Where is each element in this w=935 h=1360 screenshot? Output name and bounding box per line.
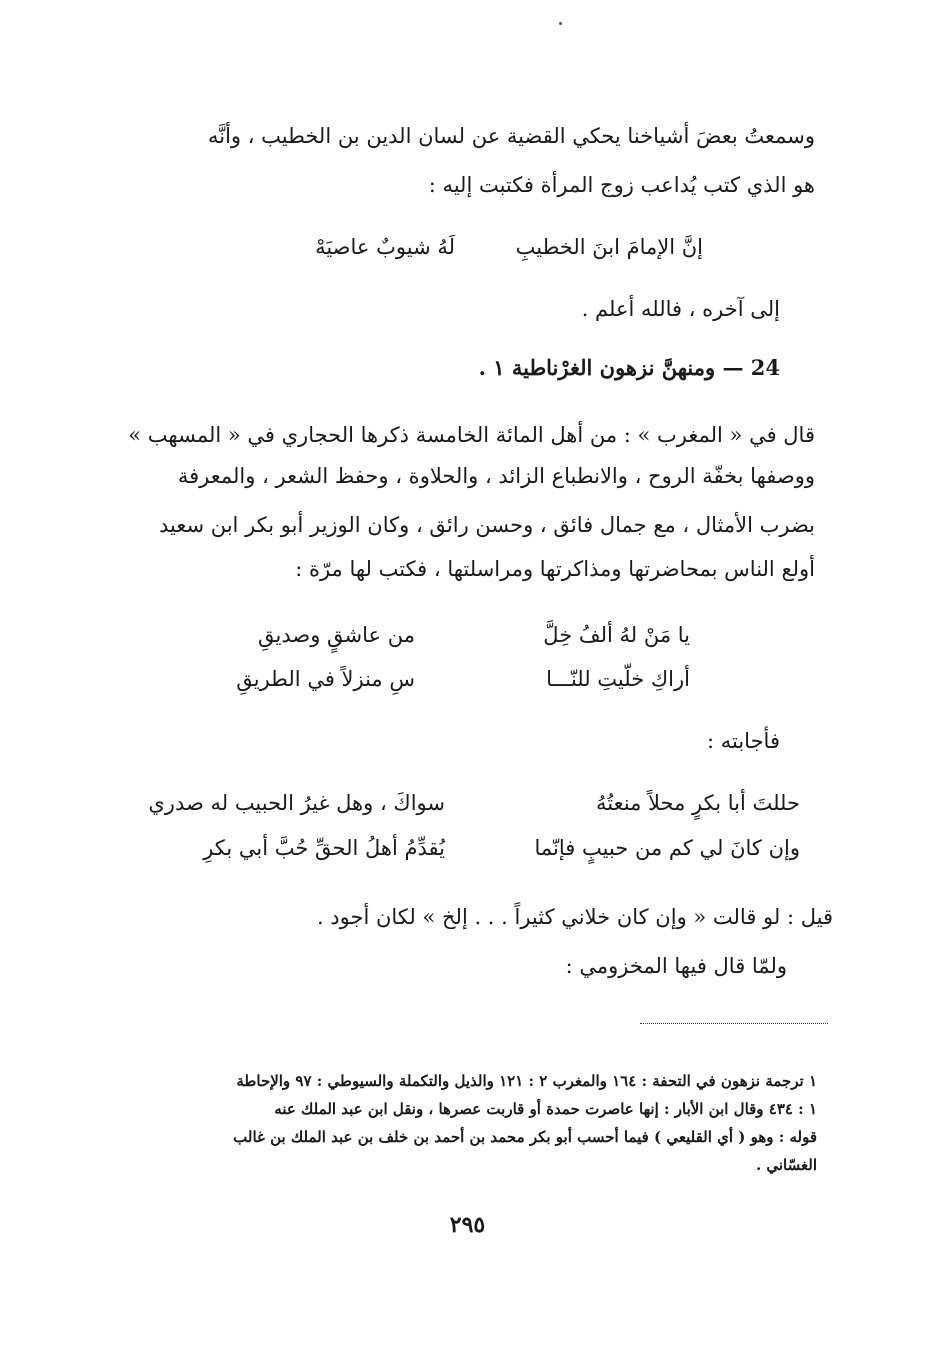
verse-hemistich-left: من عاشقٍ وصديقِ <box>258 623 415 647</box>
body-line: فأجابته : <box>706 729 780 753</box>
body-line: قال في « المغرب » : من أهل المائة الخامسة ذكرها الحجاري في « المسهب » <box>128 423 815 447</box>
verse-hemistich-right: حللتَ أبا بكرٍ محلاً منعتُهُ <box>596 791 800 815</box>
footnote-line: ١ ترجمة نزهون في التحفة : ١٦٤ والمغرب ٢ : ١٢١ والذيل والتكملة والسيوطي : ٩٧ والإحاطة <box>236 1072 817 1090</box>
footnote-line: ١ : ٤٣٤ وقال ابن الأبار : إنها عاصرت حمدة أو قاربت عصرها ، ونقل ابن عبد الملك عنه <box>274 1100 817 1118</box>
verse-hemistich-left: يُقدِّمُ أهلُ الحقِّ حُبَّ أبي بكرِ <box>203 836 445 860</box>
verse-hemistich-left: سواكَ ، وهل غيرُ الحبيب له صدري <box>148 791 445 815</box>
body-line: وسمعتُ بعضَ أشياخنا يحكي القضية عن لسان الدين بن الخطيب ، وأنَّه <box>207 124 815 148</box>
body-line: هو الذي كتب يُداعب زوج المرأة فكتبت إليه : <box>428 173 815 197</box>
footnote-line: قوله : وهو ( أي القليعي ) فيما أحسب أبو بكر محمد بن أحمد بن خلف بن عبد الملك بن غالب <box>233 1128 817 1146</box>
body-line: قيل : لو قالت « وإن كان خلاني كثيراً . . . إلخ » لكان أجود . <box>316 905 833 929</box>
body-line: ووصفها بخفّة الروح ، والانطباع الزائد ، والحلاوة ، وحفظ الشعر ، والمعرفة <box>177 464 815 488</box>
entry-heading: 24 — ومنهنَّ نزهون الغرْناطية ١ . <box>478 355 780 380</box>
verse-hemistich-right: أراكِ خلّيتِ للنّـــا <box>546 667 690 691</box>
body-line: أولع الناس بمحاضرتها ومذاكرتها ومراسلتها ، فكتب لها مرّة : <box>295 557 815 581</box>
verse-hemistich-right: وإن كانَ لي كم من حبيبٍ فإنّما <box>534 836 800 860</box>
body-line: بضرب الأمثال ، مع جمال فائق ، وحسن رائق ، وكان الوزير أبو بكر ابن سعيد <box>158 513 815 537</box>
verse-hemistich-left: سِ منزلاً في الطريقِ <box>236 667 415 691</box>
verse-hemistich-left: لَهُ شيوبٌ عاصيَهْ <box>315 235 455 259</box>
footnote-line: الغسّاني . <box>755 1156 817 1174</box>
page-speck <box>559 22 562 25</box>
verse-hemistich-right: إنَّ الإمامَ ابنَ الخطيبِ <box>515 235 703 259</box>
footnote-separator <box>640 1023 828 1024</box>
verse-hemistich-right: يا مَنْ لهُ ألفُ خِلَّ <box>543 623 690 647</box>
body-line: إلى آخره ، فالله أعلم . <box>581 297 780 321</box>
body-line: ولمّا قال فيها المخزومي : <box>565 954 787 978</box>
page-number: ٢٩٥ <box>449 1212 486 1238</box>
